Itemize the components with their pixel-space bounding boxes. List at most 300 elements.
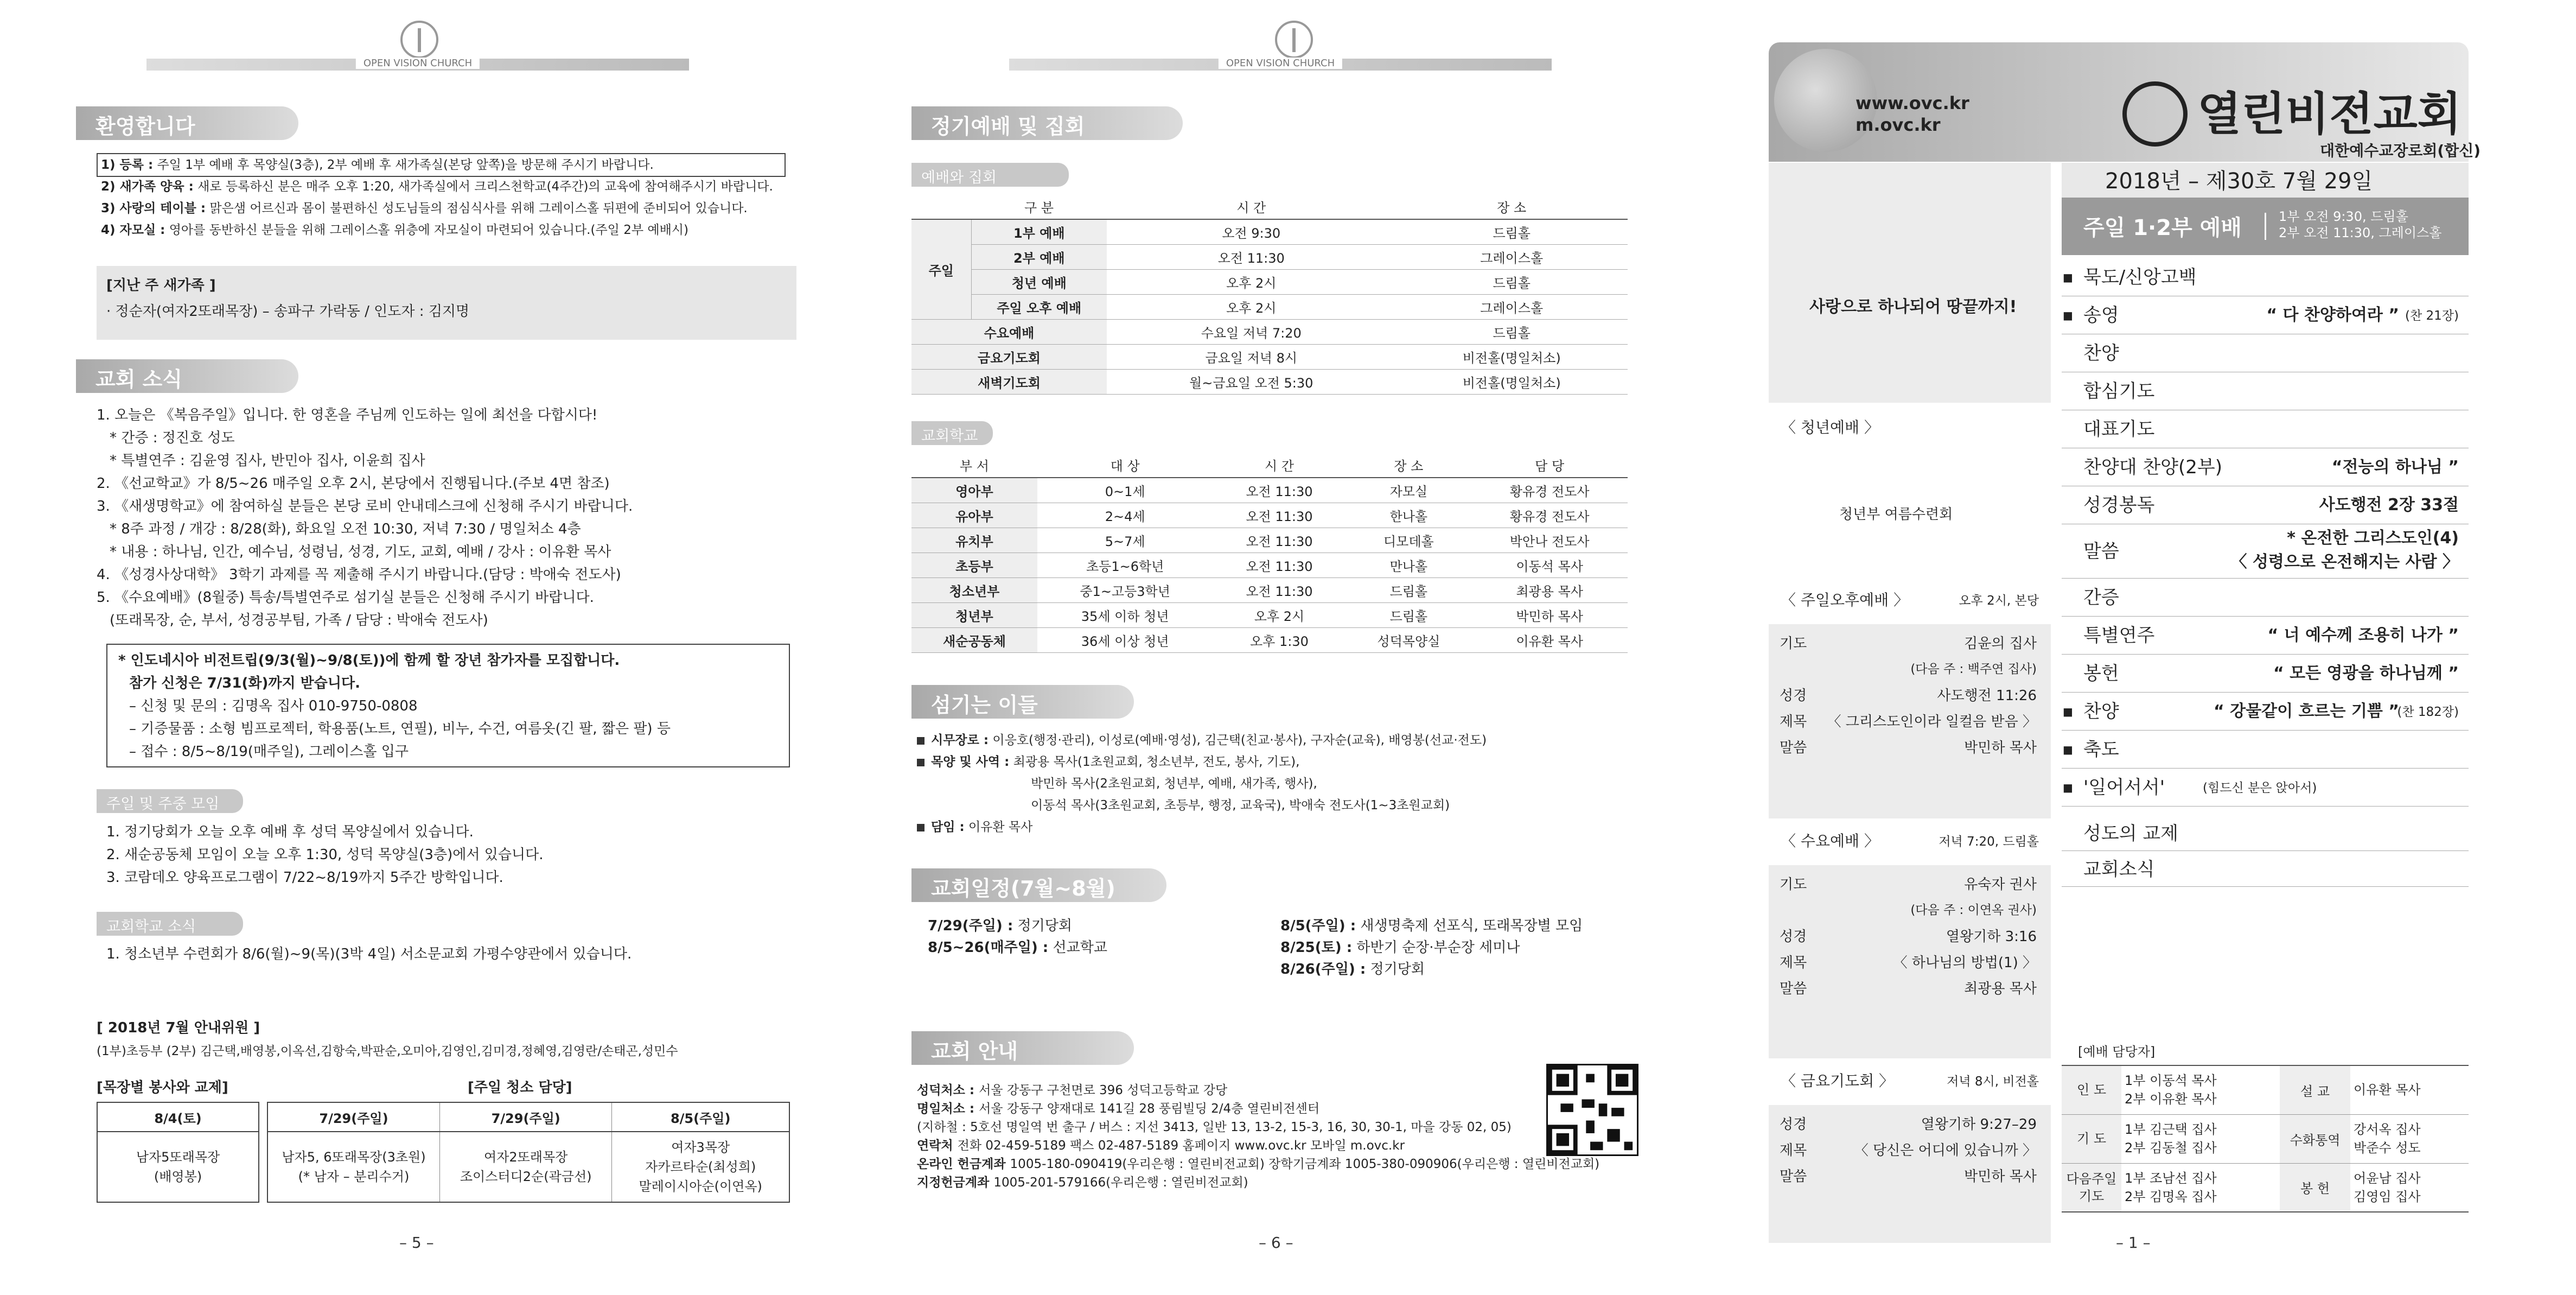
page-5 xyxy=(0,0,846,1295)
table-row xyxy=(911,553,1628,577)
row-label: 제목 xyxy=(1780,714,1807,730)
service-time-1: 1부 오전 9:30, 드림홀 xyxy=(2279,209,2408,224)
item-value: 맑은샘 어르신과 몸이 불편하신 성도님들의 점심식사를 위해 그레이스홀 뒤편에 준비되어 있습니다. xyxy=(206,201,748,215)
sub-school: 교회학교 소식 xyxy=(97,912,243,936)
duty-name: 1부 김근택 집사 xyxy=(2125,1122,2217,1137)
cell: 유치부 xyxy=(911,528,1037,553)
list-line: * 인도네시아 비전트립(9/3(월)~9/8(토))에 함께 할 장년 참가자를 모집합니다. xyxy=(118,652,620,669)
duty-name: 2부 김동철 집사 xyxy=(2125,1140,2217,1156)
item-key: 시무장로 : xyxy=(931,733,989,747)
order-row xyxy=(2062,486,2469,524)
table-row xyxy=(911,219,1628,244)
list-item xyxy=(1280,915,1583,937)
order-value: “전능의 하나님 ” xyxy=(2331,458,2459,477)
sub-worship: 예배와 집회 xyxy=(911,163,1069,187)
col-header: 장 소 xyxy=(1346,453,1471,478)
item-value: 1005-201-579166(우리은행 : 열린비전교회) xyxy=(993,1176,1248,1190)
order-row xyxy=(2062,579,2469,617)
cell: 오전 11:30 xyxy=(1213,553,1346,577)
list-item xyxy=(101,198,773,219)
duty-names xyxy=(2121,1065,2280,1114)
page-number: – 1 – xyxy=(2116,1234,2151,1252)
cell: 자모실 xyxy=(1346,478,1471,503)
clean-cell xyxy=(612,1132,789,1202)
table-row xyxy=(911,503,1628,528)
item-key: 8/5(주일) : xyxy=(1280,918,1356,934)
clean-line: 자카르타순(최성희) xyxy=(645,1159,756,1175)
list-line: 3. 코람데오 양육프로그램이 7/22~8/19까지 5주간 방학입니다. xyxy=(106,869,503,886)
bullet-icon: ■ xyxy=(2063,309,2073,322)
order-label: 찬양대 찬양(2부) xyxy=(2083,456,2223,478)
item-key: 8/5~26(매주일) : xyxy=(928,939,1049,956)
row-value: 김윤의 집사 xyxy=(1964,636,2037,652)
cell: 35세 이하 청년 xyxy=(1037,602,1213,627)
block-title: 〈 주일오후예배 〉 xyxy=(1781,591,1909,609)
bullet-icon: ■ xyxy=(2063,271,2073,284)
row-value: 열왕기하 9:27–29 xyxy=(1921,1116,2037,1133)
duty-name: 어윤남 집사 xyxy=(2354,1170,2421,1186)
worship-table xyxy=(911,194,1628,395)
cell: 오전 11:30 xyxy=(1107,244,1395,269)
order-value: “ 강물같이 흐르는 기쁨 ” xyxy=(2213,702,2399,721)
bullet-icon: ■ xyxy=(2063,743,2073,756)
guide-list: (1부)초등부 (2부) 김근택,배영봉,이옥선,김항숙,박판순,오미아,김영인,김미경,정혜영,김영란/손태곤,성민수 xyxy=(97,1044,678,1058)
list-item xyxy=(917,1118,1599,1137)
section-welcome: 환영합니다 xyxy=(76,106,298,140)
staff-line xyxy=(917,795,1487,816)
cell: 오후 2시 xyxy=(1213,602,1346,627)
clean-date: 7/29(주일) xyxy=(439,1102,611,1132)
row-label: 말씀 xyxy=(1780,981,1807,997)
duty-title: [예배 담당자] xyxy=(2078,1044,2156,1059)
clean-title: [주일 청소 담당] xyxy=(468,1080,572,1096)
col-empty xyxy=(911,194,971,219)
order-label: 봉헌 xyxy=(2083,663,2119,684)
item-value: (지하철 : 5호선 명일역 번 출구 / 버스 : 지선 3413, 일반 13, 13-2, 15-3, 16, 30, 30-1, 마을 강동 02, 05) xyxy=(917,1120,1512,1134)
order-note: (찬 182장) xyxy=(2397,705,2459,719)
order-label: 찬양 xyxy=(2083,342,2119,364)
block-header xyxy=(1769,577,2051,624)
list-item xyxy=(917,1173,1599,1192)
list-line: 2. 새순공동체 모임이 오늘 오후 1:30, 성덕 목양실(3층)에서 있습니다. xyxy=(106,847,544,863)
cell: 새벽기도회 xyxy=(911,369,1107,394)
item-value: 이유환 목사 xyxy=(964,820,1033,834)
church-name-en: OPEN VISION CHURCH xyxy=(1219,58,1342,69)
row-value: (다음 주 : 이연옥 권사) xyxy=(1910,903,2037,917)
church-name: 열린비전교회 xyxy=(2197,87,2462,141)
serve-date: 8/4(토) xyxy=(97,1102,259,1132)
cell: 황유경 전도사 xyxy=(1471,503,1628,528)
order-value: “ 모든 영광을 하나님께 ” xyxy=(2273,664,2459,683)
list-line: 참가 신청은 7/31(화)까지 받습니다. xyxy=(129,675,360,691)
block-time: 저녁 7:20, 드림홀 xyxy=(1939,835,2039,849)
cell: 0~1세 xyxy=(1037,478,1213,503)
col-header: 장 소 xyxy=(1395,194,1628,219)
item-value: 선교학교 xyxy=(1048,939,1107,956)
item-value: 1005-180-090419(우리은행 : 열린비전교회) 장학기금계좌 1005-380-090906(우리은행 : 열린비전교회) xyxy=(1010,1157,1600,1171)
service-time-2: 2부 오전 11:30, 그레이스홀 xyxy=(2279,225,2442,240)
clean-line: 조이스터디2순(곽금선) xyxy=(460,1169,592,1184)
list-line: 3. 《새생명학교》에 참여하실 분들은 본당 로비 안내데스크에 신청해 주시기 바랍니다. xyxy=(97,498,633,515)
row-label: 제목 xyxy=(1780,955,1807,971)
cell: 월~금요일 오전 5:30 xyxy=(1107,369,1395,394)
order-row xyxy=(2062,258,2469,296)
row-value: 〈 하나님의 방법(1) 〉 xyxy=(1893,955,2037,971)
issue-date: 2018년 – 제30호 7월 29일 xyxy=(2105,169,2373,194)
order-value: 사도행전 2장 33절 xyxy=(2319,496,2459,515)
item-value: 하반기 순장·부순장 세미나 xyxy=(1352,939,1520,956)
row-value: 박민하 목사 xyxy=(1964,1169,2037,1185)
cell: 유아부 xyxy=(911,503,1037,528)
item-value: 주일 1부 예배 후 목양실(3층), 2부 예배 후 새가족실(본당 앞쪽)을 방문해 주시기 바랍니다. xyxy=(153,158,654,172)
clean-date: 8/5(주일) xyxy=(612,1102,789,1132)
clean-line: 말레이시아순(이연옥) xyxy=(639,1179,762,1194)
serve-line: 남자5또래목장 xyxy=(136,1150,220,1165)
schedule-right xyxy=(1280,915,1583,980)
cell: 만나홀 xyxy=(1346,553,1471,577)
item-value: 새로 등록하신 분은 매주 오후 1:20, 새가족실에서 크리스천학교(4주간)의 교육에 참여해주시기 바랍니다. xyxy=(193,180,773,194)
youth-text: 청년부 여름수련회 xyxy=(1839,506,1953,523)
row-value: 열왕기하 3:16 xyxy=(1946,929,2037,945)
cell: 새순공동체 xyxy=(911,627,1037,652)
item-key: 7/29(주일) : xyxy=(928,918,1013,934)
order-row xyxy=(2062,693,2469,731)
item-value: 정기당회 xyxy=(1366,961,1425,977)
order-row xyxy=(2062,372,2469,410)
section-schedule: 교회일정(7월~8월) xyxy=(911,868,1166,902)
clean-date: 7/29(주일) xyxy=(267,1102,439,1132)
list-item xyxy=(917,1081,1599,1100)
table-row xyxy=(911,577,1628,602)
row-value: 〈 그리스도인이라 일컬음 받음 〉 xyxy=(1827,714,2037,730)
duty-role: 설 교 xyxy=(2280,1065,2350,1114)
cell: 오전 9:30 xyxy=(1107,219,1395,244)
news-list xyxy=(97,404,633,632)
duty-names xyxy=(2350,1114,2469,1163)
section-staff: 섬기는 이들 xyxy=(911,685,1134,719)
order-value-2: 〈 성령으로 온전해지는 사람 〉 xyxy=(2230,553,2459,572)
duty-table xyxy=(2062,1065,2469,1213)
cell: 오전 11:30 xyxy=(1213,577,1346,602)
order-row xyxy=(2062,851,2469,887)
order-label: 간증 xyxy=(2083,587,2119,608)
cell: 수요예배 xyxy=(911,319,1107,344)
duty-name: 박준수 성도 xyxy=(2354,1140,2421,1156)
list-line: * 8주 과정 / 개강 : 8/28(화), 화요일 오전 10:30, 저녁 7:30 / 명일처소 4층 xyxy=(110,521,581,537)
slogan: 사랑으로 하나되어 땅끝까지! xyxy=(1809,297,2017,316)
order-label: 묵도/신앙고백 xyxy=(2083,266,2197,288)
meeting-list xyxy=(106,821,543,889)
table-row xyxy=(911,244,1628,269)
order-label: 성경봉독 xyxy=(2083,494,2155,516)
item-value: 최광용 목사(1초원교회, 청소년부, 전도, 봉사, 기도), xyxy=(1009,755,1300,769)
sunday-cell: 주일 xyxy=(911,219,971,319)
cell: 금요기도회 xyxy=(911,344,1107,369)
order-label: 대표기도 xyxy=(2083,418,2155,440)
col-header: 구 분 xyxy=(971,194,1107,219)
list-line: 5. 《수요예배》(8월중) 특송/특별연주로 섬기실 분들은 신청해 주시기 바랍니다. xyxy=(97,589,594,606)
cell: 드림홀 xyxy=(1346,602,1471,627)
serve-table xyxy=(97,1102,259,1203)
table-row xyxy=(2062,1163,2469,1212)
row-value: 유숙자 권사 xyxy=(1964,877,2037,893)
item-key: 3) 사랑의 테이블 : xyxy=(101,201,206,215)
list-item xyxy=(101,219,773,241)
table-row xyxy=(911,269,1628,294)
cell: 이유환 목사 xyxy=(1471,627,1628,652)
item-key: 8/25(토) : xyxy=(1280,939,1353,956)
serve-cell xyxy=(97,1132,259,1202)
section-news: 교회 소식 xyxy=(76,359,298,393)
page-number: – 5 – xyxy=(399,1234,434,1252)
order-value: “ 다 찬양하여라 ” xyxy=(2266,306,2399,325)
cell: 오후 2시 xyxy=(1107,269,1395,294)
cell: 5~7세 xyxy=(1037,528,1213,553)
page-1 xyxy=(1758,0,2576,1295)
cell: 황유경 전도사 xyxy=(1471,478,1628,503)
cell: 36세 이상 청년 xyxy=(1037,627,1213,652)
duty-role: 기 도 xyxy=(2062,1114,2121,1163)
new-family-title: [지난 주 새가족 ] xyxy=(106,277,216,294)
duty-names xyxy=(2121,1114,2280,1163)
list-item xyxy=(917,1100,1599,1118)
page-number: – 6 – xyxy=(1259,1234,1293,1252)
guide-title: [ 2018년 7월 안내위원 ] xyxy=(97,1020,260,1036)
block-header xyxy=(1769,818,2051,865)
col-header: 담 당 xyxy=(1471,453,1628,478)
table-row xyxy=(2062,1065,2469,1114)
list-item xyxy=(917,1137,1599,1155)
order-label: '일어서서' xyxy=(2083,777,2165,798)
school-news: 1. 청소년부 수련회가 8/6(월)~9(목)(3박 4일) 서소문교회 가평수양관에서 있습니다. xyxy=(106,946,632,962)
order-label: 송영 xyxy=(2083,304,2119,326)
church-name-en: OPEN VISION CHURCH xyxy=(356,58,480,69)
cell: 비전홀(명일처소) xyxy=(1395,369,1628,394)
order-value: * 온전한 그리스도인(4) xyxy=(2287,529,2459,548)
item-value: 전화 02-459-5189 팩스 02-487-5189 홈페이지 www.ovc.kr 모바일 m.ovc.kr xyxy=(957,1139,1405,1153)
order-row xyxy=(2062,617,2469,655)
list-line: – 기증물품 : 소형 빔프로젝터, 학용품(노트, 연필), 비누, 수건, 여름옷(긴 팔, 짧은 팔) 등 xyxy=(129,721,671,737)
duty-role: 다음주일 기도 xyxy=(2062,1163,2121,1212)
list-line: 1. 오늘은 《복음주일》입니다. 한 영혼을 주님께 인도하는 일에 최선을 다합시다! xyxy=(97,407,598,423)
serve-title: [목장별 봉사와 교제] xyxy=(97,1080,228,1096)
item-value: 서울 강동구 양재대로 141길 28 풍림빌딩 2/4층 열린비전센터 xyxy=(979,1102,1320,1116)
row-label: 말씀 xyxy=(1780,740,1807,756)
clean-line: (* 남자 – 분리수거) xyxy=(298,1169,410,1184)
duty-role: 수화통역 xyxy=(2280,1114,2350,1163)
serve-line: (배영봉) xyxy=(154,1169,202,1184)
item-key: 1) 등록 : xyxy=(101,158,154,172)
row-label: 기도 xyxy=(1780,877,1807,893)
welcome-list xyxy=(101,154,773,241)
duty-name: 강서옥 집사 xyxy=(2354,1122,2421,1137)
section-worship: 정기예배 및 집회 xyxy=(911,106,1183,140)
cell: 청년부 xyxy=(911,602,1037,627)
list-line: 2. 《선교학교》가 8/5~26 매주일 오후 2시, 본당에서 진행됩니다.(주보 4면 참조) xyxy=(97,475,610,492)
item-key: 명일처소 : xyxy=(917,1102,979,1116)
row-value: (다음 주 : 백주연 집사) xyxy=(1910,662,2037,676)
item-value: 이동석 목사(3초원교회, 초등부, 행정, 교육국), 박애숙 전도사(1~3초원교회) xyxy=(1031,798,1450,812)
item-key: 연락처 xyxy=(917,1139,958,1153)
duty-name: 2부 이유환 목사 xyxy=(2125,1091,2217,1107)
duty-role: 인 도 xyxy=(2062,1065,2121,1114)
cell: 그레이스홀 xyxy=(1395,244,1628,269)
item-value: 새생명축제 선포식, 또래목장별 모임 xyxy=(1356,918,1583,934)
col-header: 시 간 xyxy=(1213,453,1346,478)
row-label: 성경 xyxy=(1780,929,1807,945)
cell: 2부 예배 xyxy=(971,244,1107,269)
bullet-icon xyxy=(917,759,924,766)
cell: 박안나 전도사 xyxy=(1471,528,1628,553)
list-item xyxy=(917,1155,1599,1173)
church-logo-icon xyxy=(1275,21,1313,59)
clean-line: 여자3목장 xyxy=(671,1140,730,1155)
duty-names xyxy=(2350,1163,2469,1212)
list-line: 1. 정기당회가 오늘 오후 예배 후 성덕 목양실에서 있습니다. xyxy=(106,824,474,840)
cell: 초등1~6학년 xyxy=(1037,553,1213,577)
row-value: 사도행전 11:26 xyxy=(1937,688,2037,704)
list-line: * 특별연주 : 김윤영 집사, 반민아 집사, 이윤희 집사 xyxy=(110,453,425,469)
item-value: 서울 강동구 구천면로 396 성덕고등학교 강당 xyxy=(979,1083,1228,1097)
sub-meeting: 주일 및 주중 모임 xyxy=(97,789,243,813)
clean-line: 여자2또래목장 xyxy=(483,1150,568,1165)
order-label: 교회소식 xyxy=(2083,859,2155,880)
item-value: 정기당회 xyxy=(1013,918,1072,934)
row-value: 최광용 목사 xyxy=(1964,981,2037,997)
order-row xyxy=(2062,731,2469,769)
clean-cell xyxy=(439,1132,611,1202)
cell: 수요일 저녁 7:20 xyxy=(1107,319,1395,344)
cell: 한나홀 xyxy=(1346,503,1471,528)
list-item xyxy=(1280,958,1583,980)
table-row xyxy=(911,627,1628,652)
staff-line xyxy=(917,773,1487,795)
section-info: 교회 안내 xyxy=(911,1031,1134,1065)
item-value: 영아를 동반하신 분들을 위해 그레이스홀 위층에 자모실이 마련되어 있습니다.(주일 2부 예배시) xyxy=(165,223,688,237)
table-row xyxy=(911,478,1628,503)
staff-line xyxy=(917,816,1487,838)
indonesia-list xyxy=(118,649,671,763)
url-main[interactable]: www.ovc.kr xyxy=(1856,93,1969,113)
denomination: 대한예수교장로회(합신) xyxy=(2320,142,2481,160)
item-key: 목양 및 사역 : xyxy=(931,755,1010,769)
list-line: * 간증 : 정진호 성도 xyxy=(110,430,235,446)
cell: 청소년부 xyxy=(911,577,1037,602)
list-line: – 접수 : 8/5~8/19(매주일), 그레이스홀 입구 xyxy=(129,744,409,760)
cell: 비전홀(명일처소) xyxy=(1395,344,1628,369)
cell: 2~4세 xyxy=(1037,503,1213,528)
item-value: 박민하 목사(2초원교회, 청년부, 예배, 새가족, 행사), xyxy=(1031,777,1317,791)
header-strip xyxy=(1009,59,1552,71)
cell: 디모데홀 xyxy=(1346,528,1471,553)
school-table xyxy=(911,453,1628,653)
schedule-left xyxy=(928,915,1107,958)
order-row xyxy=(2062,815,2469,851)
col-header: 시 간 xyxy=(1107,194,1395,219)
bullet-icon xyxy=(917,824,924,831)
block-title: 〈 금요기도회 〉 xyxy=(1781,1072,1895,1090)
list-item xyxy=(928,915,1107,937)
clean-cell xyxy=(267,1132,439,1202)
duty-name: 이유환 목사 xyxy=(2354,1082,2421,1098)
block-header xyxy=(1769,1058,2051,1105)
item-key: 8/26(주일) : xyxy=(1280,961,1366,977)
order-label: 성도의 교제 xyxy=(2083,823,2179,845)
cell: 드림홀 xyxy=(1395,219,1628,244)
order-row xyxy=(2062,296,2469,334)
duty-name: 김영임 집사 xyxy=(2354,1189,2421,1204)
cell: 성덕목양실 xyxy=(1346,627,1471,652)
cell: 영아부 xyxy=(911,478,1037,503)
table-row xyxy=(911,344,1628,369)
order-row xyxy=(2062,448,2469,486)
cell: 오전 11:30 xyxy=(1213,528,1346,553)
item-key: 성덕처소 : xyxy=(917,1083,979,1097)
table-row xyxy=(911,369,1628,394)
duty-names xyxy=(2350,1065,2469,1114)
qr-code-icon xyxy=(1546,1064,1638,1156)
url-mobile[interactable]: m.ovc.kr xyxy=(1856,115,1941,135)
col-header: 대 상 xyxy=(1037,453,1213,478)
item-key: 2) 새가족 양육 : xyxy=(101,180,194,194)
bullet-icon: ■ xyxy=(2063,705,2073,718)
order-row xyxy=(2062,524,2469,579)
item-key: 온라인 헌금계좌 xyxy=(917,1157,1010,1171)
page-6 xyxy=(879,0,1714,1295)
youth-title: 〈 청년예배 〉 xyxy=(1781,418,1879,436)
staff-line xyxy=(917,751,1487,773)
divider xyxy=(2265,213,2266,240)
order-label: 말씀 xyxy=(2083,541,2119,562)
cell: 오후 2시 xyxy=(1107,294,1395,319)
row-value: 〈 당신은 어디에 있습니까 〉 xyxy=(1854,1142,2037,1159)
order-label: 합심기도 xyxy=(2083,380,2155,402)
order-label: 축도 xyxy=(2083,739,2119,760)
table-row xyxy=(911,319,1628,344)
block-time: 저녁 8시, 비전홀 xyxy=(1947,1075,2039,1089)
cell: 금요일 저녁 8시 xyxy=(1107,344,1395,369)
table-row xyxy=(911,602,1628,627)
col-header: 부 서 xyxy=(911,453,1037,478)
row-label: 성경 xyxy=(1780,688,1807,704)
item-key: 담임 : xyxy=(931,820,965,834)
order-row xyxy=(2062,655,2469,693)
cell: 중1~고등3학년 xyxy=(1037,577,1213,602)
staff-list xyxy=(917,729,1487,838)
list-item xyxy=(1280,937,1583,958)
cell: 오후 1:30 xyxy=(1213,627,1346,652)
order-row xyxy=(2062,334,2469,372)
order-note: (찬 21장) xyxy=(2405,309,2459,323)
clean-table xyxy=(267,1102,790,1203)
bullet-icon: ■ xyxy=(2063,781,2073,794)
duty-name: 1부 이동석 목사 xyxy=(2125,1073,2217,1089)
cell: 드림홀 xyxy=(1346,577,1471,602)
order-row xyxy=(2062,769,2469,807)
block-title: 〈 수요예배 〉 xyxy=(1781,832,1879,850)
cell: 최광용 목사 xyxy=(1471,577,1628,602)
table-row xyxy=(2062,1114,2469,1163)
list-line: – 신청 및 문의 : 김명옥 집사 010-9750-0808 xyxy=(129,698,418,714)
church-logo-icon xyxy=(2122,81,2188,147)
info-list xyxy=(917,1081,1599,1192)
staff-line xyxy=(917,729,1487,751)
cell: 청년 예배 xyxy=(971,269,1107,294)
order-label: 특별연주 xyxy=(2083,625,2155,646)
block-time: 오후 2시, 본당 xyxy=(1959,594,2039,608)
order-note: (힘드신 분은 앉아서) xyxy=(2203,781,2317,795)
cell: 오전 11:30 xyxy=(1213,478,1346,503)
